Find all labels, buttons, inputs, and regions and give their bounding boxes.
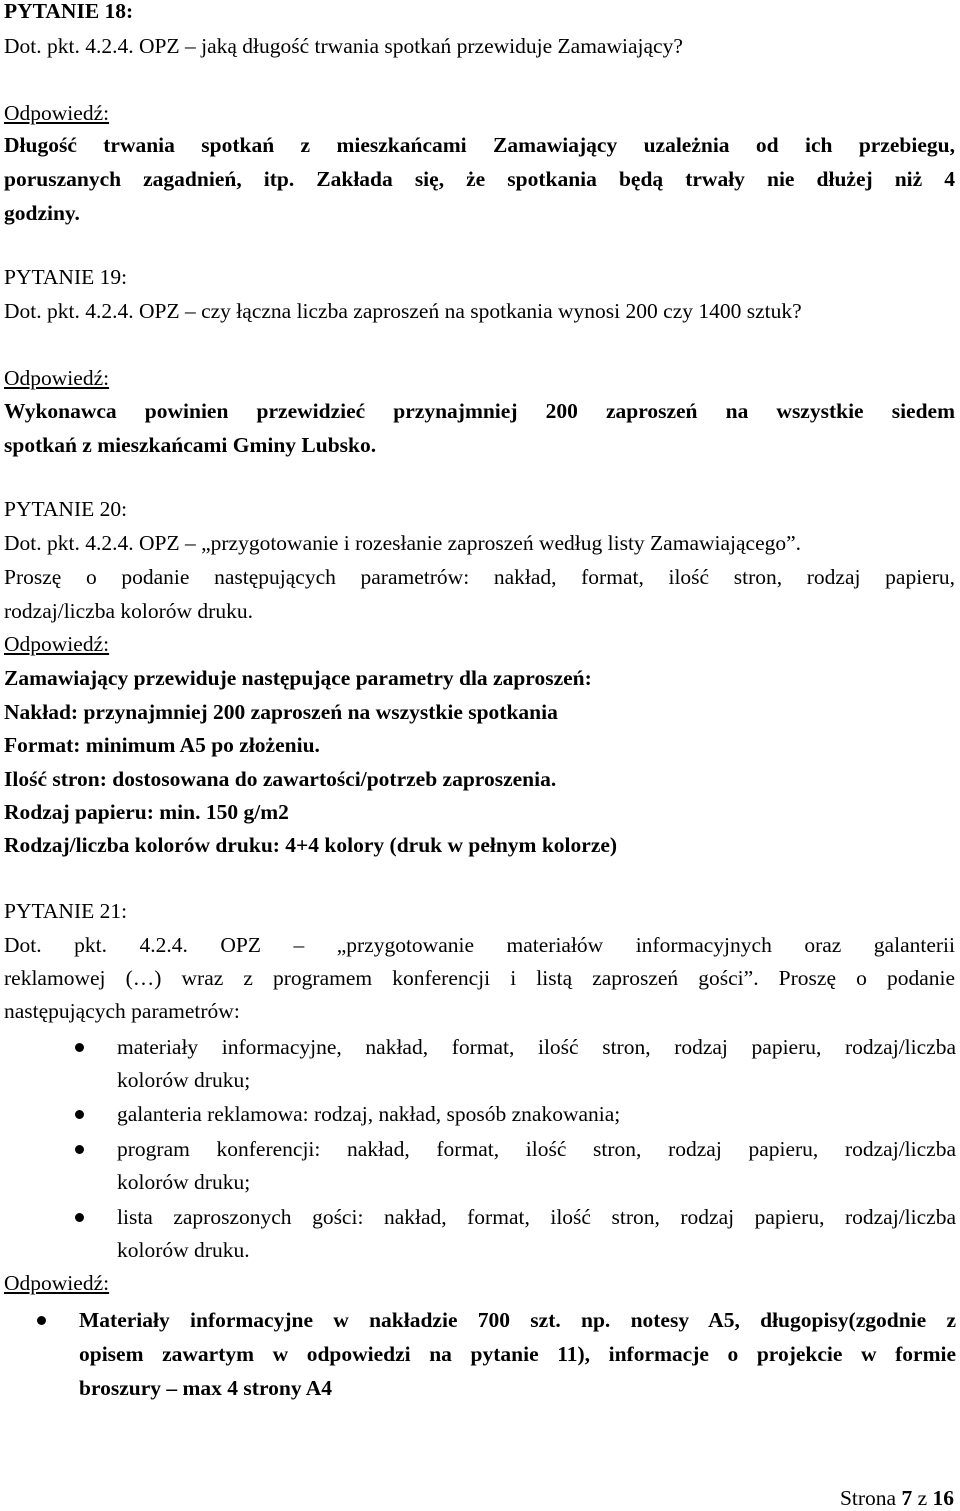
question-20-answer-line: Zamawiający przewiduje następujące parametry dla zaproszeń: — [4, 666, 592, 690]
question-20-answer-line: Format: minimum A5 po złożeniu. — [4, 733, 320, 757]
question-18-answer-line: Długość trwania spotkań z mieszkańcami Zamawiający uzależnia od ich przebiegu, — [4, 133, 955, 157]
question-21-bullet-line: materiały informacyjne, nakład, format, ilość stron, rodzaj papieru, rodzaj/liczba — [117, 1035, 956, 1059]
bullet-dot-icon — [75, 1213, 84, 1222]
question-20-text-line: Dot. pkt. 4.2.4. OPZ – „przygotowanie i rozesłanie zaproszeń według listy Zamawiającego”. — [4, 531, 802, 555]
page-number-prefix: Strona — [839, 1486, 902, 1510]
question-20-heading: PYTANIE 20: — [4, 497, 128, 521]
question-21-bullet-line: kolorów druku. — [117, 1238, 250, 1262]
question-21-answer-line: Materiały informacyjne w nakładzie 700 szt. np. notesy A5, długopisy(zgodnie z — [79, 1308, 956, 1332]
question-18-answer-line: poruszanych zagadnień, itp. Zakłada się, że spotkania będą trwały nie dłużej niż 4 — [4, 167, 955, 191]
question-19-heading: PYTANIE 19: — [4, 265, 128, 289]
question-19-answer-line: spotkań z mieszkańcami Gminy Lubsko. — [4, 433, 377, 457]
page-number-total: 16 — [932, 1486, 954, 1510]
question-18-answer-label: Odpowiedź: — [4, 101, 110, 125]
question-20-answer-line: Rodzaj/liczba kolorów druku: 4+4 kolory (druk w pełnym kolorze) — [4, 833, 618, 857]
question-20-answer-label: Odpowiedź: — [4, 632, 110, 656]
question-21-bullet-line: lista zaproszonych gości: nakład, format, ilość stron, rodzaj papieru, rodzaj/liczba — [117, 1205, 956, 1229]
question-21-answer-line: broszury – max 4 strony A4 — [79, 1376, 333, 1400]
question-21-bullet-line: kolorów druku; — [117, 1170, 251, 1194]
question-19-text: Dot. pkt. 4.2.4. OPZ – czy łączna liczba zaproszeń na spotkania wynosi 200 czy 1400 sztuk? — [4, 299, 802, 323]
page-number-current: 7 — [901, 1486, 913, 1510]
question-21-text-line: Dot. pkt. 4.2.4. OPZ – „przygotowanie materiałów informacyjnych oraz galanterii — [4, 933, 955, 957]
bullet-dot-icon — [75, 1145, 84, 1154]
question-20-answer-line: Ilość stron: dostosowana do zawartości/potrzeb zaproszenia. — [4, 767, 557, 791]
question-21-bullet-line: program konferencji: nakład, format, ilość stron, rodzaj papieru, rodzaj/liczba — [117, 1137, 956, 1161]
question-21-answer-label: Odpowiedź: — [4, 1271, 110, 1295]
bullet-dot-icon — [75, 1110, 84, 1119]
question-18-text: Dot. pkt. 4.2.4. OPZ – jaką długość trwania spotkań przewiduje Zamawiający? — [4, 34, 683, 58]
question-20-answer-line: Nakład: przynajmniej 200 zaproszeń na wszystkie spotkania — [4, 700, 558, 724]
question-21-answer-line: opisem zawartym w odpowiedzi na pytanie 11), informacje o projekcie w formie — [79, 1342, 956, 1366]
question-19-answer-line: Wykonawca powinien przewidzieć przynajmniej 200 zaproszeń na wszystkie siedem — [4, 399, 955, 423]
question-20-text-line: Proszę o podanie następujących parametrów: nakład, format, ilość stron, rodzaj papieru, — [4, 565, 955, 589]
question-18-heading: PYTANIE 18: — [4, 0, 134, 23]
bullet-dot-icon — [37, 1316, 46, 1325]
question-21-text-line: reklamowej (…) wraz z programem konferencji i listą zaproszeń gości”. Proszę o podanie — [4, 966, 955, 990]
bullet-dot-icon — [75, 1043, 84, 1052]
question-19-answer-label: Odpowiedź: — [4, 366, 110, 390]
question-20-answer-line: Rodzaj papieru: min. 150 g/m2 — [4, 800, 289, 824]
page-number — [840, 1485, 954, 1511]
question-20-text-line: rodzaj/liczba kolorów druku. — [4, 599, 253, 623]
question-21-bullet-line: galanteria reklamowa: rodzaj, nakład, sposób znakowania; — [117, 1102, 621, 1126]
question-21-text-line: następujących parametrów: — [4, 999, 240, 1023]
page-number-middle: z — [912, 1486, 933, 1510]
question-18-answer-line: godziny. — [4, 201, 80, 225]
question-21-heading: PYTANIE 21: — [4, 899, 128, 923]
question-21-bullet-line: kolorów druku; — [117, 1068, 251, 1092]
